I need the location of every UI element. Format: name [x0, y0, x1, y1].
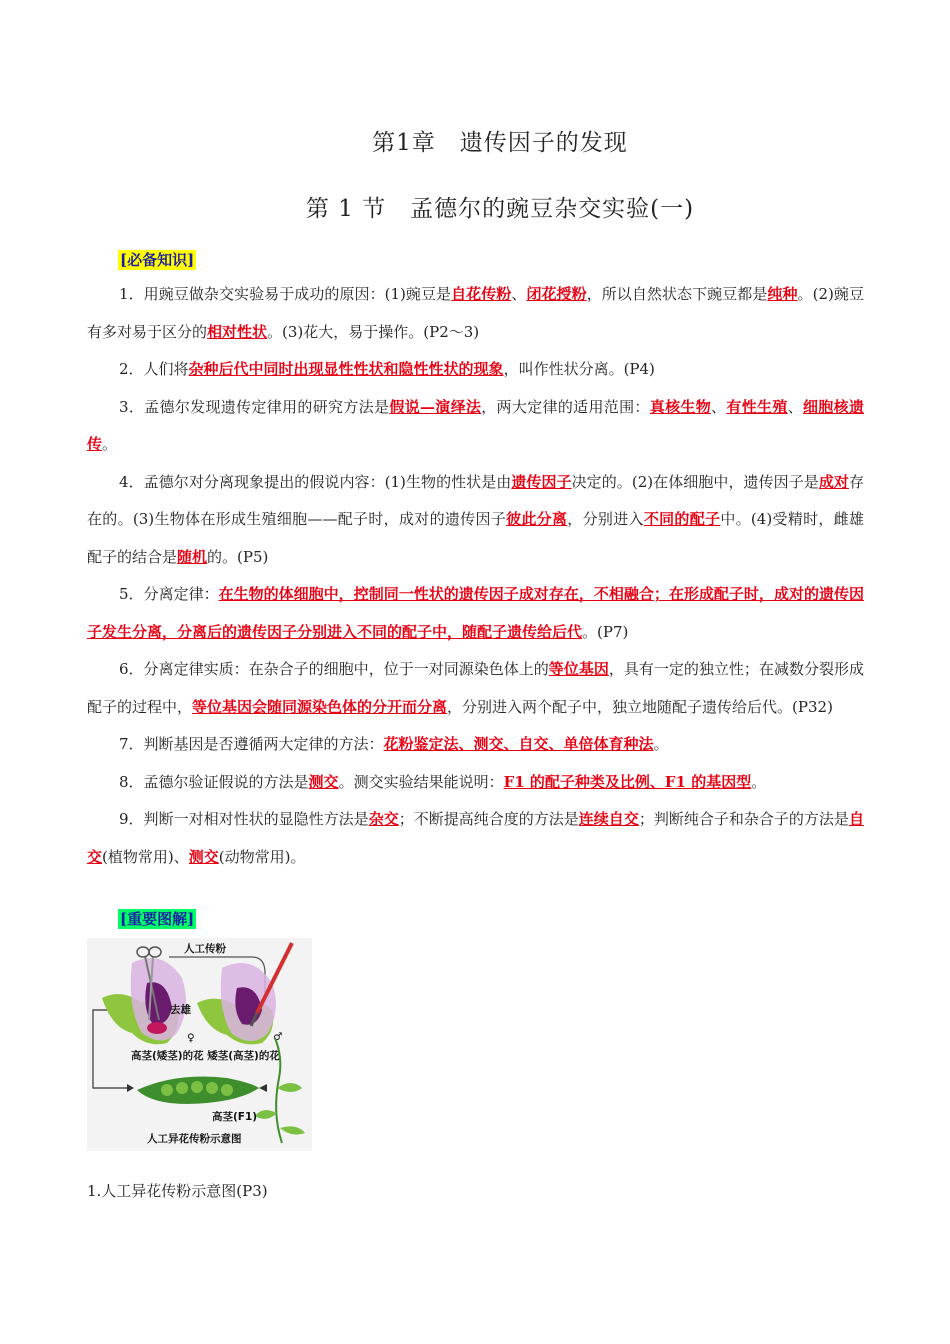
knowledge-item [87, 389, 864, 464]
highlight-answer: 花粉鉴定法、测交、自交、单倍体育种法 [383, 735, 654, 753]
highlight-answer: 测交 [188, 847, 219, 866]
knowledge-item [87, 576, 864, 651]
arrow-head [127, 1084, 134, 1092]
highlight-answer: F1 的配子种类及比例、F1 的基因型 [503, 772, 752, 791]
item-text: 。(3)花大，易于操作。(P2～3) [267, 322, 480, 341]
item-text: 3．孟德尔发现遗传定律用的研究方法是 [119, 397, 390, 416]
item-text: ；判断纯合子和杂合子的方法是 [638, 810, 849, 828]
section-title: 第 1 节 孟德尔的豌豆杂交实验(一) [305, 196, 695, 222]
highlight-answer: 真核生物 [649, 397, 712, 416]
knowledge-item [87, 351, 864, 389]
item-text: (植物常用)、 [102, 847, 189, 866]
knowledge-item [87, 276, 864, 351]
item-text: ，具有一定的独立性；在减数分裂形成配子的过程中， [87, 660, 864, 716]
highlight-answer: 杂交 [368, 810, 399, 828]
pollination-diagram [87, 938, 312, 1151]
item-text: ，两大定律的适用范围： [481, 397, 650, 416]
item-text: 、 [787, 397, 803, 416]
knowledge-item [87, 651, 864, 726]
item-text: 2．人们将 [119, 360, 189, 378]
item-text: 。 [751, 772, 767, 791]
figure-title: 人工异花传粉示意图 [147, 1133, 242, 1145]
knowledge-item [87, 764, 864, 802]
left-flower-icon [102, 958, 186, 1044]
knowledge-list [87, 276, 864, 876]
top-label: 人工传粉 [184, 943, 226, 955]
pollination-figure [87, 938, 312, 1151]
highlight-answer: 闭花授粉 [526, 285, 587, 303]
arrow-head [259, 1084, 267, 1092]
highlight-answer: 等位基因 [548, 660, 609, 678]
item-text: 5．分离定律： [119, 585, 219, 603]
chapter-title: 第1章 遗传因子的发现 [372, 130, 628, 156]
knowledge-item [87, 801, 864, 876]
highlight-answer: 彼此分离 [506, 510, 568, 528]
item-text: ，叫作性状分离。(P4) [503, 360, 655, 378]
f1-label: 高茎(F1) [212, 1111, 258, 1123]
emasculation-label: 去雄 [170, 1004, 191, 1016]
item-text: 。(P7) [582, 622, 629, 641]
highlight-answer: 测交 [308, 772, 339, 791]
pea-pod-icon [137, 1077, 259, 1105]
highlight-answer: 自交 [87, 810, 864, 866]
highlight-answer: 成对 [818, 472, 849, 491]
item-text: 6．分离定律实质：在杂合子的细胞中，位于一对同源染色体上的 [119, 660, 549, 678]
highlight-answer: 在生物的体细胞中，控制同一性状的遗传因子成对存在，不相融合；在形成配子时，成对的遗传因子发生分离，分离后的遗传因子分别进入不同的配子中，随配子遗传给后代 [87, 585, 864, 641]
knowledge-item [87, 464, 864, 577]
right-flower-icon [197, 963, 276, 1044]
item-text: 的。(P5) [207, 547, 269, 566]
item-text: 存在的。(3)生物体在形成生殖细胞——配子时，成对的遗传因子 [87, 472, 864, 528]
knowledge-item [87, 726, 864, 764]
flower-labels: 高茎(矮茎)的花 矮茎(高茎)的花 [131, 1050, 280, 1062]
item-text: 中。(4)受精时，雌雄配子的结合是 [87, 510, 864, 566]
male-symbol: ♂ [273, 1031, 283, 1043]
item-text: ，分别进入两个配子中，独立地随配子遗传给后代。(P32) [447, 697, 833, 716]
item-text: 、 [711, 397, 727, 416]
highlight-answer: 假说—演绎法 [389, 397, 482, 416]
figure-caption: 1.人工异花传粉示意图(P3) [87, 1182, 268, 1200]
highlight-answer: 细胞核遗传 [87, 397, 864, 453]
item-text: 。测交实验结果能说明： [338, 772, 504, 791]
highlight-answer: 杂种后代中同时出现显性性状和隐性性状的现象 [188, 360, 504, 378]
item-text: 1．用豌豆做杂交实验易于成功的原因：(1)豌豆是 [119, 285, 452, 303]
highlight-answer: 不同的配子 [643, 510, 721, 528]
key-figure-tag: [重要图解] [120, 910, 195, 928]
item-text: 。(2)豌豆有多对易于区分的 [87, 285, 864, 341]
item-text: ，分别进入 [567, 510, 644, 528]
must-know-tag: [必备知识] [120, 251, 195, 269]
highlight-answer: 相对性状 [207, 322, 268, 341]
item-text: 。 [653, 735, 669, 753]
item-text: ；不断提高纯合度的方法是 [398, 810, 579, 828]
highlight-answer: 连续自交 [578, 810, 639, 828]
item-text: 8．孟德尔验证假说的方法是 [119, 772, 309, 791]
item-text: 、 [511, 285, 527, 303]
item-text: 9．判断一对相对性状的显隐性方法是 [119, 810, 369, 828]
item-text: 4．孟德尔对分离现象提出的假说内容：(1)生物的性状是由 [119, 472, 512, 491]
highlight-answer: 遗传因子 [511, 472, 572, 491]
highlight-answer: 等位基因会随同源染色体的分开而分离 [192, 697, 448, 716]
highlight-answer: 随机 [177, 547, 208, 566]
female-symbol: ♀ [187, 1032, 195, 1044]
item-text: 决定的。(2)在体细胞中，遗传因子是 [571, 472, 819, 491]
highlight-answer: 有性生殖 [726, 397, 788, 416]
highlight-answer: 纯种 [767, 285, 798, 303]
item-text: ，所以自然状态下豌豆都是 [586, 285, 768, 303]
item-text: 7．判断基因是否遵循两大定律的方法： [119, 735, 384, 753]
item-text: (动物常用)。 [218, 847, 306, 866]
highlight-answer: 自花传粉 [451, 285, 512, 303]
item-text: 。 [102, 435, 118, 453]
